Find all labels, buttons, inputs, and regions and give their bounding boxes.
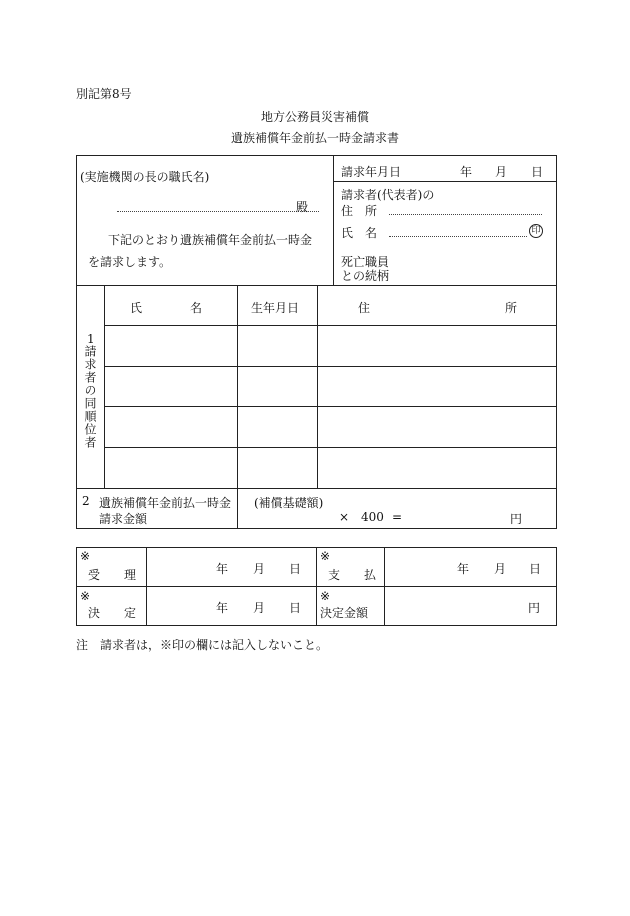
payment-month: 月 bbox=[494, 562, 507, 576]
row1-birth-cell[interactable] bbox=[239, 327, 316, 365]
decided-amount-label: 決定金額 bbox=[320, 606, 369, 620]
claim-amount-field[interactable] bbox=[405, 506, 505, 526]
request-line2: を請求します。 bbox=[88, 255, 172, 269]
date-year: 年 bbox=[460, 165, 473, 179]
row2-birth-cell[interactable] bbox=[239, 368, 316, 405]
col-header-address-a: 住 bbox=[358, 301, 371, 315]
dono-label: 殿 bbox=[296, 200, 309, 214]
col-header-birthdate: 生年月日 bbox=[251, 301, 300, 315]
row1-address-cell[interactable] bbox=[319, 327, 555, 365]
receipt-label: 受 理 bbox=[88, 568, 137, 582]
title-line2: 遺族補償年金前払一時金請求書 bbox=[230, 131, 399, 145]
date-label: 請求年月日 bbox=[341, 165, 402, 179]
relation-line1: 死亡職員 bbox=[341, 255, 390, 269]
decision-mark: ※ bbox=[80, 589, 91, 603]
request-line1: 下記のとおり遺族補償年金前払一時金 bbox=[108, 233, 313, 247]
footnote: 注 請求者は，※印の欄には記入しないこと。 bbox=[76, 638, 329, 652]
payment-label: 支 払 bbox=[328, 568, 377, 582]
address-field[interactable] bbox=[389, 214, 542, 215]
agency-head-field[interactable] bbox=[117, 211, 319, 212]
payment-mark: ※ bbox=[320, 549, 331, 563]
amount-yen: 円 bbox=[510, 512, 523, 526]
title-line1: 地方公務員災害補償 bbox=[260, 110, 369, 124]
decided-amount-mark: ※ bbox=[320, 589, 331, 603]
relation-line2: との続柄 bbox=[341, 269, 390, 283]
payment-day: 日 bbox=[529, 562, 542, 576]
base-amount-label: (補償基礎額) bbox=[254, 496, 324, 510]
receipt-day: 日 bbox=[289, 562, 302, 576]
row4-name-cell[interactable] bbox=[106, 449, 236, 487]
decision-month: 月 bbox=[253, 601, 266, 615]
multiplier: 400 bbox=[361, 510, 384, 524]
row2-name-cell[interactable] bbox=[106, 368, 236, 405]
receipt-mark: ※ bbox=[80, 549, 91, 563]
payment-year: 年 bbox=[457, 562, 470, 576]
receipt-year: 年 bbox=[216, 562, 229, 576]
row4-birth-cell[interactable] bbox=[239, 449, 316, 487]
row2-address-cell[interactable] bbox=[319, 368, 555, 405]
receipt-month: 月 bbox=[253, 562, 266, 576]
row1-name-cell[interactable] bbox=[106, 327, 236, 365]
col-header-name: 氏 名 bbox=[130, 301, 203, 315]
form-number: 別記第8号 bbox=[76, 87, 132, 101]
section2-label-line1: 遺族補償年金前払一時金 bbox=[99, 496, 232, 510]
row3-name-cell[interactable] bbox=[106, 408, 236, 446]
row3-birth-cell[interactable] bbox=[239, 408, 316, 446]
date-month: 月 bbox=[495, 165, 508, 179]
section2-number: 2 bbox=[82, 494, 90, 508]
decision-year: 年 bbox=[216, 601, 229, 615]
equals-sign: = bbox=[392, 510, 403, 524]
claimant-label: 請求者(代表者)の bbox=[341, 188, 435, 202]
agency-head-label: (実施機関の長の職氏名) bbox=[80, 170, 210, 184]
row4-address-cell[interactable] bbox=[319, 449, 555, 487]
section1-label: 請求者の同順位者 bbox=[83, 345, 97, 449]
decision-label: 決 定 bbox=[88, 606, 137, 620]
name-field[interactable] bbox=[389, 236, 527, 237]
name-label: 氏 名 bbox=[341, 226, 378, 240]
col-header-address-b: 所 bbox=[505, 301, 518, 315]
section2-label-line2: 請求金額 bbox=[99, 512, 148, 526]
address-label: 住 所 bbox=[341, 204, 378, 218]
row3-address-cell[interactable] bbox=[319, 408, 555, 446]
section1-number: 1 bbox=[87, 332, 95, 346]
decided-amount-yen: 円 bbox=[528, 601, 541, 615]
date-day: 日 bbox=[531, 165, 544, 179]
decision-day: 日 bbox=[289, 601, 302, 615]
seal-mark: 印 bbox=[529, 224, 543, 238]
times-sign: × bbox=[339, 510, 350, 524]
